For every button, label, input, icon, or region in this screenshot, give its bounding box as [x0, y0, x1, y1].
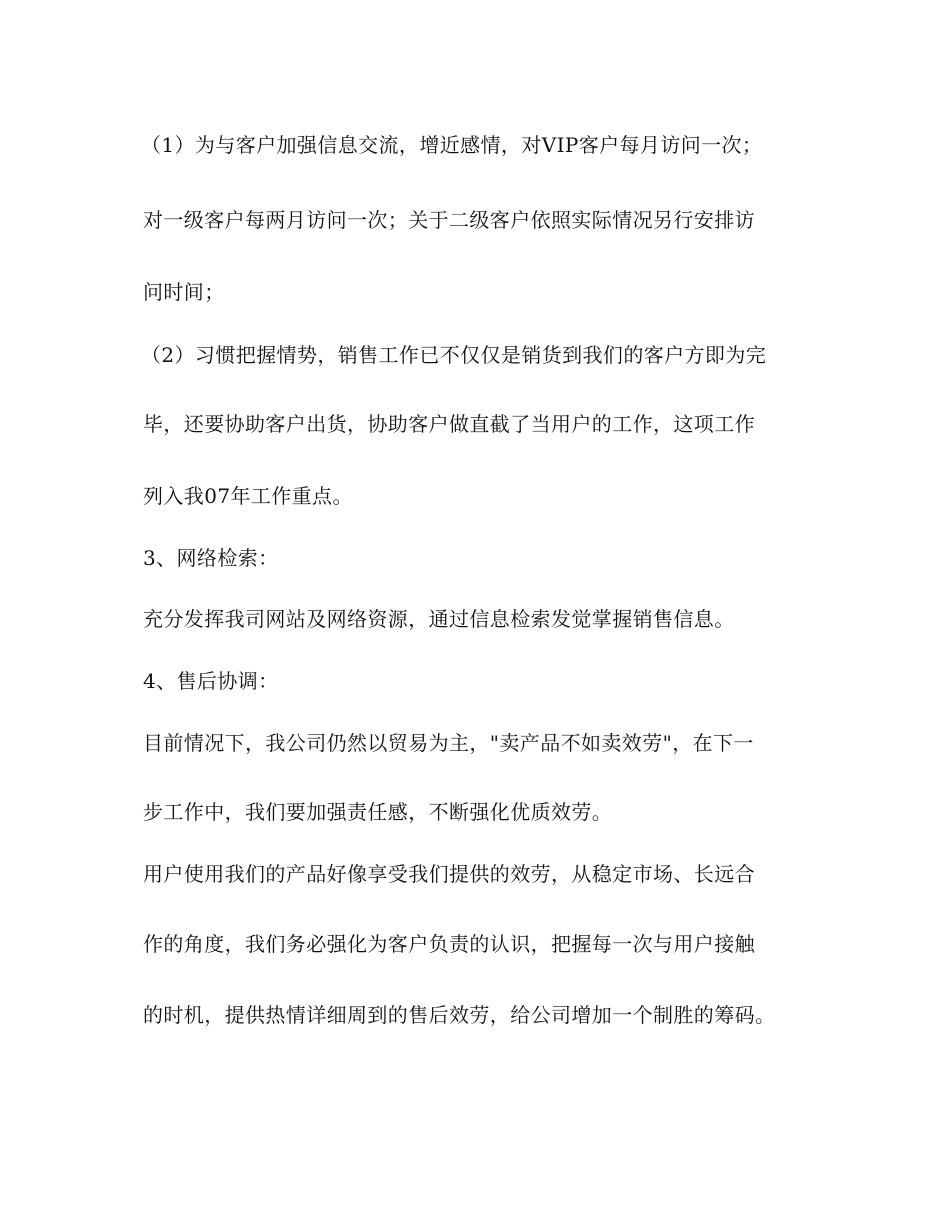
paragraph-line: 用户使用我们的产品好像享受我们提供的效劳，从稳定市场、长远合 [143, 862, 755, 886]
paragraph-line: 对一级客户每两月访问一次；关于二级客户依照实际情况另行安排访 [143, 208, 755, 232]
paragraph-line: 问时间； [143, 280, 225, 304]
paragraph-line: 充分发挥我司网站及网络资源，通过信息检索发觉掌握销售信息。 [143, 607, 735, 631]
section-heading: 3、网络检索： [143, 546, 279, 570]
paragraph-line: 作的角度，我们务必强化为客户负责的认识，把握每一次与用户接触 [143, 932, 755, 956]
paragraph-line: 的时机，提供热情详细周到的售后效劳，给公司增加一个制胜的筹码。 [143, 1003, 776, 1027]
paragraph-line: 毕，还要协助客户出货，协助客户做直截了当用户的工作，这项工作 [143, 412, 755, 436]
paragraph-line: 目前情况下，我公司仍然以贸易为主，"卖产品不如卖效劳"，在下一 [143, 731, 754, 755]
paragraph-line: 步工作中，我们要加强责任感，不断强化优质效劳。 [143, 800, 613, 824]
section-heading: 4、售后协调： [143, 669, 279, 693]
paragraph-line: （1）为与客户加强信息交流，增近感情，对VIP客户每月访问一次； [141, 133, 763, 157]
paragraph-line: 列入我07年工作重点。 [143, 484, 353, 508]
paragraph-line: （2）习惯把握情势，销售工作已不仅仅是销货到我们的客户方即为完 [141, 343, 767, 367]
